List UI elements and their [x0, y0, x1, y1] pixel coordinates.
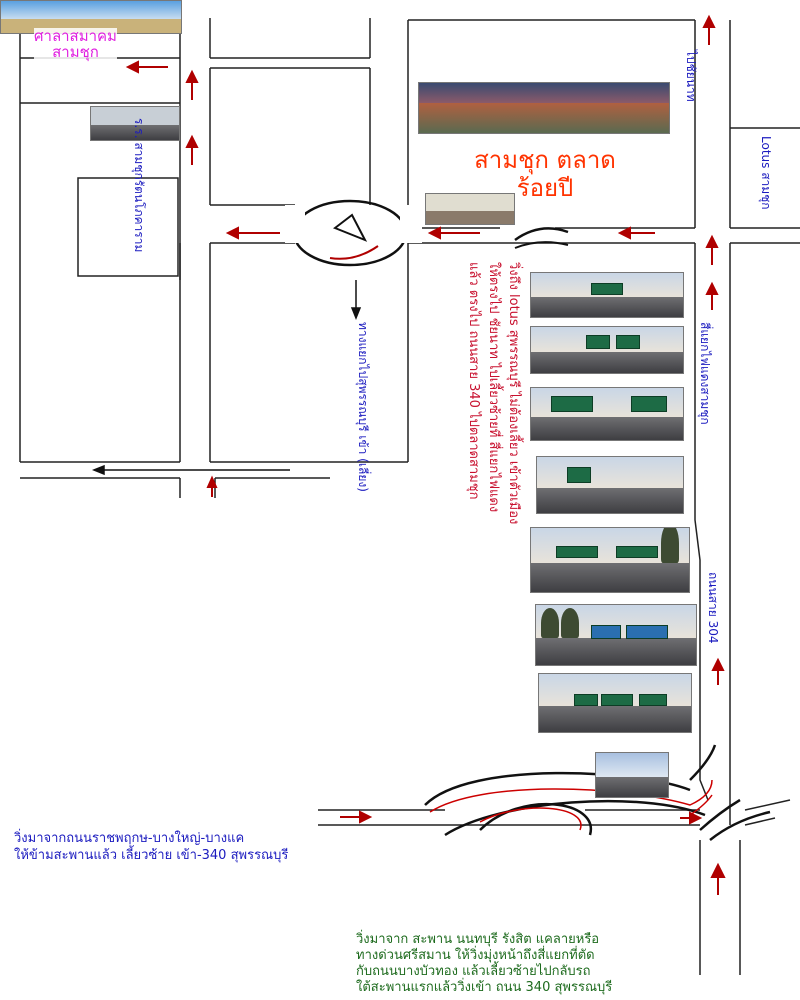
arrow-up-icon	[712, 865, 724, 895]
directions-blue-line1: วิ่งมาจากถนนราชพฤกษ-บางใหญ่-บางแค	[14, 831, 245, 846]
directions-green-line4: ใต้สะพานแรกแล้ววิ่งเข้า ถนน 340 สุพรรณบุรี	[356, 980, 613, 995]
black-arrows	[94, 280, 360, 474]
road-photo-5	[530, 527, 690, 593]
arrow-up-icon	[187, 72, 197, 100]
interchange-ramp	[445, 801, 705, 835]
road-photo-6	[535, 604, 697, 666]
arrow-left-icon	[430, 228, 480, 238]
roundabout-gap	[400, 205, 422, 243]
market-photo	[418, 82, 670, 134]
interchange-ramp	[710, 812, 770, 840]
arrow-left-icon	[94, 466, 290, 474]
road-photo-7	[538, 673, 692, 733]
directions-green-line1: วิ่งมาจาก สะพาน นนทบุรี รังสิต แคลายหรือ	[356, 932, 600, 947]
market-title	[440, 146, 650, 202]
association-line2: สามชุก	[52, 43, 99, 61]
road-304-label: ถนนสาย 304	[706, 572, 720, 644]
school-label: ร.ร. สามชุกรัตนโภคาราม	[132, 118, 146, 253]
arrow-up-icon	[704, 17, 714, 45]
junction-label: สี่แยกไฟแดงสามชุก	[698, 322, 712, 425]
directions-vertical-2: ให้ตรงไป ชัยนาท ไปเลี้ยวซ้ายที่ สี่แยกไฟแดง	[486, 262, 501, 513]
association-line1: ศาลาสมาคม	[34, 27, 117, 45]
association-label	[34, 28, 117, 60]
arrow-left-icon	[620, 228, 655, 238]
directions-blue-line2: ให้ข้ามสะพานแล้ว เลี้ยวซ้าย เข้า-340 สุพรรณบุรี	[14, 848, 289, 863]
school-block	[78, 178, 178, 276]
road-photo-2	[530, 326, 684, 374]
lotus-label: Lotus สามชุก	[759, 136, 773, 210]
roundabout-gap	[285, 205, 305, 243]
bridge-curve	[515, 228, 568, 240]
arrow-right-icon	[340, 812, 370, 822]
arrow-left-icon	[128, 62, 168, 72]
to-chainat-label: ไปชัยนาท	[684, 50, 698, 102]
arrow-left-icon	[228, 228, 280, 238]
market-line2: ร้อยปี	[516, 174, 574, 202]
directions-vertical-1: วิ่งถึง lotus สุพรรณบุรี ไม่ต้องเลี้ยว เข้าตัวเมือง	[506, 262, 521, 525]
road-edge	[745, 800, 790, 810]
directions-green	[356, 932, 612, 996]
roundabout	[285, 201, 422, 265]
triangle-monument-icon	[335, 215, 365, 240]
market-line1: สามชุก ตลาด	[474, 146, 616, 174]
arrow-right-icon	[680, 813, 700, 823]
road-photo-8	[595, 752, 669, 798]
arrow-up-icon	[187, 137, 197, 165]
arrow-up-icon	[707, 284, 717, 310]
directions-green-line2: ทางด่วนศรีสมาน ให้วิ่งมุ่งหน้าถึงสี่แยกที่ตัด	[356, 948, 595, 963]
arrow-up-icon	[707, 237, 717, 265]
roundabout-route	[330, 246, 378, 259]
directions-green-line3: กับถนนบางบัวทอง แล้วเลี้ยวซ้ายไปกลับรถ	[356, 964, 591, 979]
road-photo-3	[530, 387, 684, 441]
directions-blue	[14, 830, 288, 864]
interchange-ramp	[690, 745, 715, 780]
road-photo-1	[530, 272, 684, 318]
arrow-up-icon	[713, 660, 723, 685]
arrow-down-icon	[352, 280, 360, 318]
road-photo-4	[536, 456, 684, 514]
directions-vertical-3: แล้ว ตรงไป ถนนสาย 340 ไปตลาดสามชุก	[466, 262, 481, 500]
suphan-turn-label: ทางแยกไปสุพรรณบุรี เข้า (เลี่ยง)	[356, 322, 370, 492]
